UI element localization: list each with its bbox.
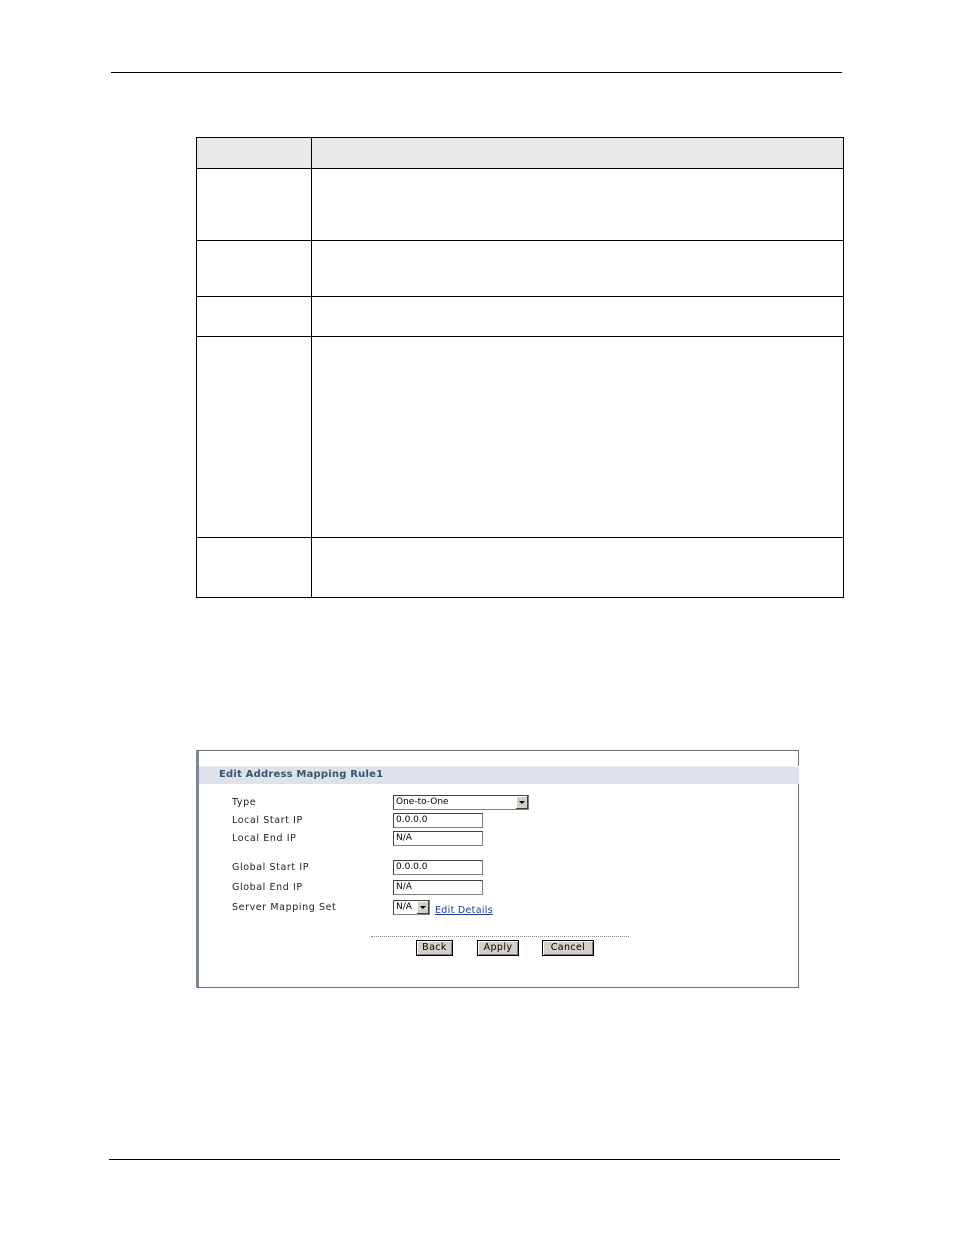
global-end-ip-input[interactable]: N/A xyxy=(393,880,483,895)
table-cell-description xyxy=(312,169,844,241)
field-description-table xyxy=(196,137,844,598)
table-row xyxy=(197,538,844,598)
table-cell-description xyxy=(312,538,844,598)
apply-button[interactable]: Apply xyxy=(477,940,519,956)
header-rule xyxy=(111,72,842,73)
table-row xyxy=(197,169,844,241)
table-row xyxy=(197,297,844,337)
server-mapping-set-label: Server Mapping Set xyxy=(232,902,337,913)
table-header-label xyxy=(197,138,312,169)
local-start-ip-label: Local Start IP xyxy=(232,815,303,826)
table-row xyxy=(197,241,844,297)
global-start-ip-input[interactable]: 0.0.0.0 xyxy=(393,860,483,875)
table-header-row xyxy=(197,138,844,169)
table-cell-description xyxy=(312,241,844,297)
edit-details-link[interactable]: Edit Details xyxy=(435,905,493,916)
table-header-description xyxy=(312,138,844,169)
type-label: Type xyxy=(232,797,257,808)
table-cell-label xyxy=(197,241,312,297)
table-cell-description xyxy=(312,337,844,538)
type-select-value: One-to-One xyxy=(396,797,449,807)
edit-address-mapping-panel xyxy=(196,750,799,988)
chevron-down-icon[interactable] xyxy=(515,796,528,809)
global-end-ip-label: Global End IP xyxy=(232,882,303,893)
back-button[interactable]: Back xyxy=(416,940,453,956)
local-end-ip-input[interactable]: N/A xyxy=(393,831,483,846)
panel-title: Edit Address Mapping Rule1 xyxy=(219,769,384,780)
local-start-ip-input[interactable]: 0.0.0.0 xyxy=(393,813,483,828)
table-cell-description xyxy=(312,297,844,337)
type-select[interactable] xyxy=(393,795,529,810)
table-cell-label xyxy=(197,337,312,538)
table-row xyxy=(197,337,844,538)
local-end-ip-label: Local End IP xyxy=(232,833,297,844)
button-separator xyxy=(371,936,629,937)
global-start-ip-label: Global Start IP xyxy=(232,862,310,873)
server-mapping-set-select[interactable] xyxy=(393,900,430,915)
table-cell-label xyxy=(197,297,312,337)
server-mapping-set-value: N/A xyxy=(396,902,412,912)
panel-title-bar xyxy=(199,766,799,784)
chevron-down-icon[interactable] xyxy=(416,901,429,914)
cancel-button[interactable]: Cancel xyxy=(542,940,594,956)
table-cell-label xyxy=(197,538,312,598)
table-cell-label xyxy=(197,169,312,241)
footer-rule xyxy=(109,1159,840,1160)
